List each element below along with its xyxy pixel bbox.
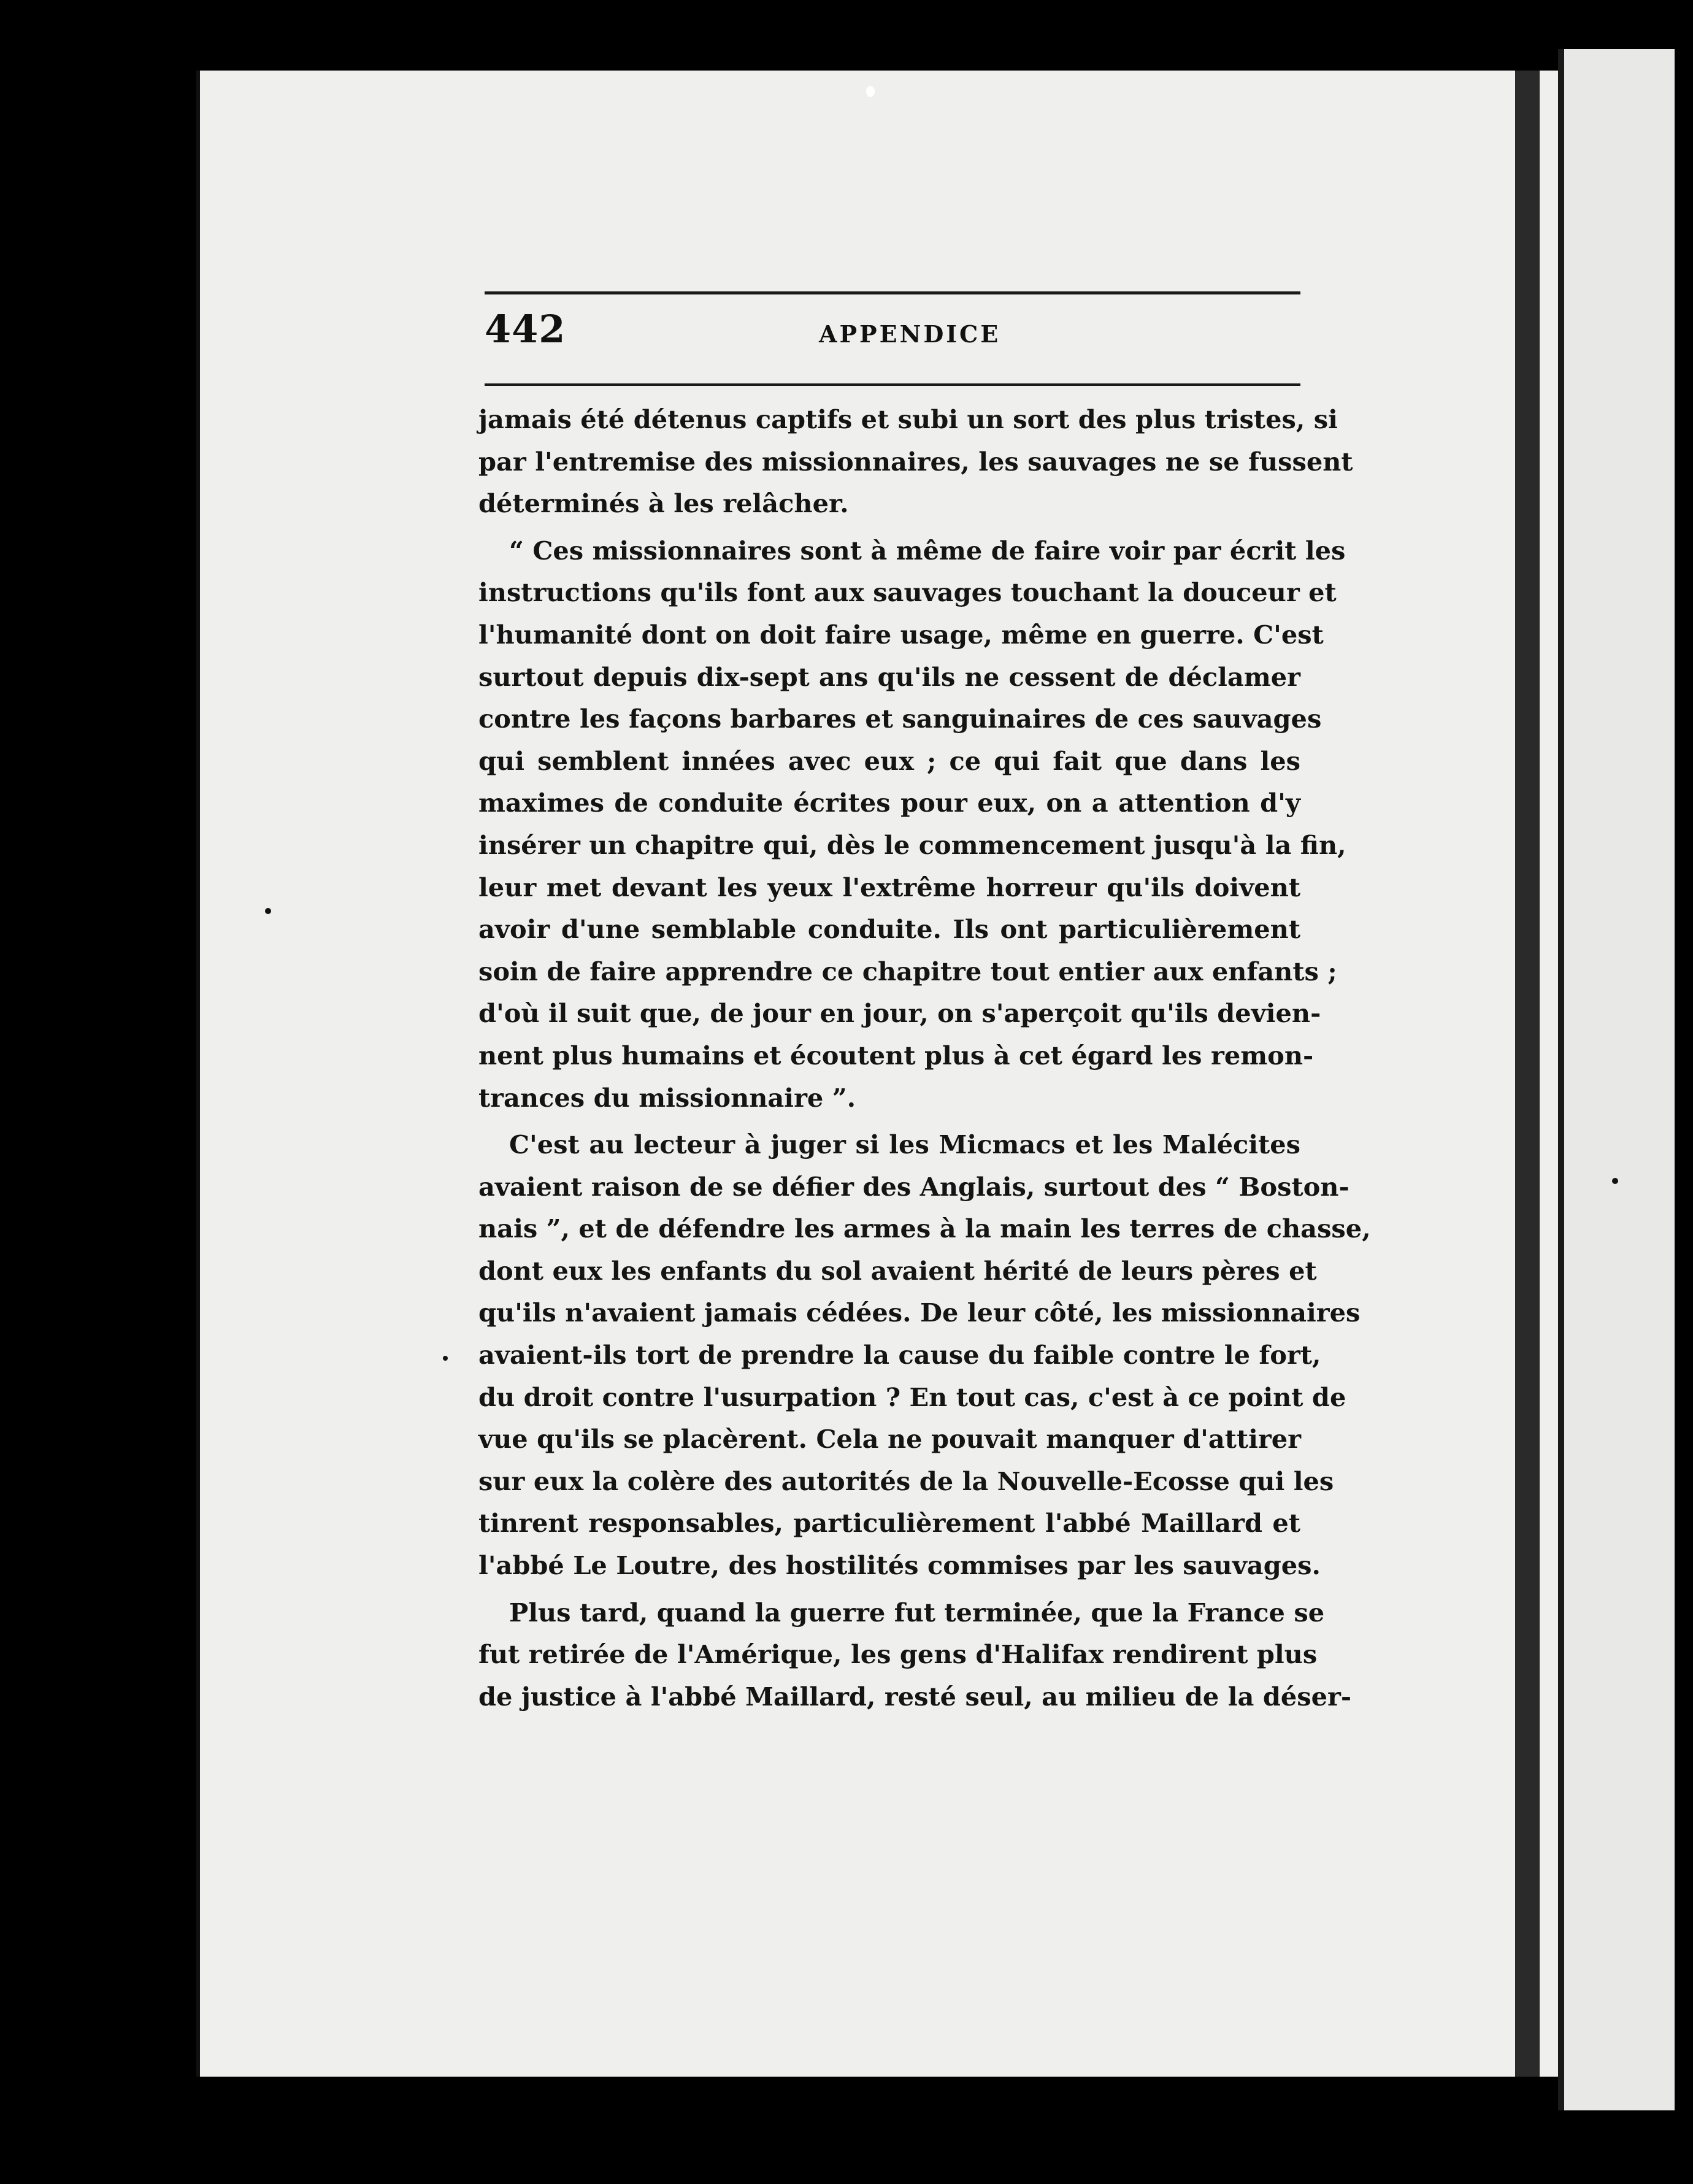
text-line: avaient-ils tort de prendre la cause du faible contre le fort, bbox=[478, 1340, 1321, 1371]
text-line: qui semblent innées avec eux ; ce qui fait que dans les bbox=[478, 745, 1300, 776]
text-line: nais ”, et de défendre les armes à la main les terres de chasse, bbox=[478, 1213, 1371, 1244]
text-line: qu'ils n'avaient jamais cédées. De leur côté, les missionnaires bbox=[478, 1298, 1361, 1328]
text-line: trances du missionnaire ”. bbox=[478, 1082, 856, 1113]
text-line: déterminés à les relâcher. bbox=[478, 488, 849, 519]
paragraph bbox=[478, 399, 1353, 525]
paragraph bbox=[478, 1592, 1352, 1718]
text-line: Plus tard, quand la guerre fut terminée, que la France se bbox=[509, 1597, 1325, 1628]
text-line: tinrent responsables, particulièrement l'abbé Maillard et bbox=[478, 1508, 1300, 1539]
text-line: soin de faire apprendre ce chapitre tout entier aux enfants ; bbox=[478, 956, 1337, 986]
text-line: leur met devant les yeux l'extrême horreur qu'ils doivent bbox=[478, 872, 1300, 902]
text-line: surtout depuis dix-sept ans qu'ils ne cessent de déclamer bbox=[478, 661, 1300, 692]
scan-speck bbox=[866, 86, 875, 97]
text-line: insérer un chapitre qui, dès le commencement jusqu'à la fin, bbox=[478, 829, 1346, 860]
text-line: avoir d'une semblable conduite. Ils ont particulièrement bbox=[478, 914, 1300, 945]
text-line: instructions qu'ils font aux sauvages touchant la douceur et bbox=[478, 577, 1337, 608]
paragraph bbox=[478, 530, 1346, 1119]
header-rule-bottom bbox=[485, 383, 1300, 386]
text-line: jamais été détenus captifs et subi un sort des plus tristes, si bbox=[478, 404, 1338, 434]
text-line: dont eux les enfants du sol avaient hérité de leurs pères et bbox=[478, 1255, 1317, 1286]
page-gutter-shadow bbox=[1515, 71, 1540, 2077]
text-line: maximes de conduite écrites pour eux, on a attention d'y bbox=[478, 788, 1300, 818]
text-line: nent plus humains et écoutent plus à cet égard les remon- bbox=[478, 1040, 1314, 1071]
text-line: de justice à l'abbé Maillard, resté seul, au milieu de la déser- bbox=[478, 1681, 1352, 1712]
text-line: contre les façons barbares et sanguinaires de ces sauvages bbox=[478, 704, 1322, 734]
text-line: C'est au lecteur à juger si les Micmacs et les Malécites bbox=[509, 1129, 1300, 1160]
header-rule-top bbox=[485, 291, 1300, 294]
text-line: du droit contre l'usurpation ? En tout cas, c'est à ce point de bbox=[478, 1382, 1346, 1412]
text-line: sur eux la colère des autorités de la Nouvelle-Ecosse qui les bbox=[478, 1466, 1334, 1496]
running-title: APPENDICE bbox=[819, 320, 1001, 348]
text-line: fut retirée de l'Amérique, les gens d'Halifax rendirent plus bbox=[478, 1639, 1318, 1670]
text-line: par l'entremise des missionnaires, les sauvages ne se fussent bbox=[478, 446, 1353, 477]
text-line: d'où il suit que, de jour en jour, on s'aperçoit qu'ils devien- bbox=[478, 998, 1321, 1029]
page-header bbox=[485, 307, 1300, 362]
page-number: 442 bbox=[485, 307, 566, 352]
text-line: l'abbé Le Loutre, des hostilités commises par les sauvages. bbox=[478, 1550, 1321, 1581]
text-line: vue qu'ils se placèrent. Cela ne pouvait manquer d'attirer bbox=[478, 1424, 1301, 1455]
adjacent-page-edge bbox=[1558, 49, 1675, 2110]
paragraph bbox=[478, 1124, 1371, 1587]
text-line: avaient raison de se défier des Anglais, surtout des “ Boston- bbox=[478, 1171, 1349, 1202]
scan-speck bbox=[265, 908, 271, 914]
body-text bbox=[478, 399, 1371, 1718]
text-line: “ Ces missionnaires sont à même de faire voir par écrit les bbox=[509, 535, 1346, 566]
text-line: l'humanité dont on doit faire usage, même en guerre. C'est bbox=[478, 619, 1324, 650]
scan-speck bbox=[1612, 1178, 1618, 1184]
scan-speck bbox=[443, 1356, 448, 1361]
